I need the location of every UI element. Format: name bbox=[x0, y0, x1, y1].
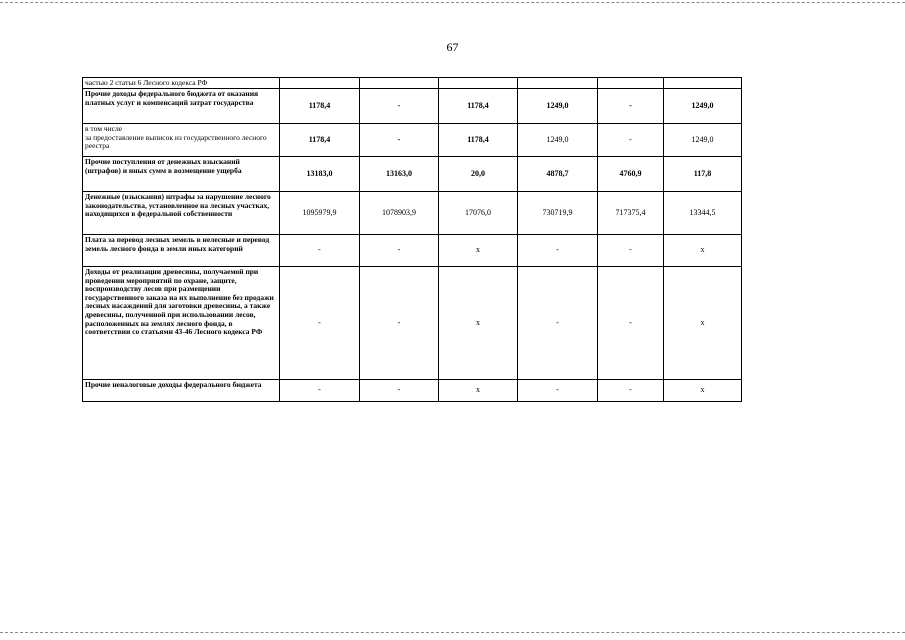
cell-value: - bbox=[360, 235, 439, 267]
cell-value: 717375,4 bbox=[598, 192, 664, 235]
row-label: Доходы от реализации древесины, получаемой при проведении мероприятий по охране, защите, воспроизводству лесов при размещении государственного заказа на их выполнение без продажи лесных насаждений для заготовки древесины, а также древесины, полученной при использовании лесов, расположенных на землях лесного фонда, в соответствии со статьями 43-46 Лесного кодекса РФ bbox=[83, 267, 280, 380]
row-label: в том числе за предоставление выписок из государственного лесного реестра bbox=[83, 124, 280, 157]
cell-value: 1249,0 bbox=[518, 89, 598, 124]
cell-value bbox=[518, 78, 598, 89]
cell-value bbox=[360, 78, 439, 89]
cell-value: 13344,5 bbox=[664, 192, 742, 235]
table-row bbox=[83, 78, 742, 89]
cell-value: 1078903,9 bbox=[360, 192, 439, 235]
page-number: 67 bbox=[446, 40, 459, 54]
cell-value: 1249,0 bbox=[664, 124, 742, 157]
cell-value: 1178,4 bbox=[280, 89, 360, 124]
table-row bbox=[83, 267, 742, 380]
cell-value: 17076,0 bbox=[439, 192, 518, 235]
table-row bbox=[83, 192, 742, 235]
table-row bbox=[83, 157, 742, 192]
cell-value: x bbox=[664, 267, 742, 380]
row-label: Прочие неналоговые доходы федерального бюджета bbox=[83, 380, 280, 402]
cell-value: - bbox=[598, 124, 664, 157]
row-label: частью 2 статьи 6 Лесного кодекса РФ bbox=[83, 78, 280, 89]
budget-table bbox=[82, 77, 742, 402]
cell-value bbox=[280, 78, 360, 89]
cell-value: - bbox=[598, 267, 664, 380]
cell-value: x bbox=[439, 267, 518, 380]
cell-value: - bbox=[360, 267, 439, 380]
cell-value: 4760,9 bbox=[598, 157, 664, 192]
cell-value: x bbox=[664, 380, 742, 402]
row-label: Прочие доходы федерального бюджета от оказания платных услуг и компенсаций затрат государства bbox=[83, 89, 280, 124]
cell-value: 1095979,9 bbox=[280, 192, 360, 235]
table-row bbox=[83, 380, 742, 402]
cell-value: - bbox=[598, 89, 664, 124]
scan-edge-top bbox=[0, 2, 905, 4]
cell-value: 4878,7 bbox=[518, 157, 598, 192]
cell-value: 1178,4 bbox=[439, 89, 518, 124]
row-label: Денежные (взыскания) штрафы за нарушение лесного законодательства, установленное на лесных участках, находящихся в федеральной собственности bbox=[83, 192, 280, 235]
cell-value: 13163,0 bbox=[360, 157, 439, 192]
cell-value: 117,8 bbox=[664, 157, 742, 192]
scan-edge-bottom bbox=[0, 632, 905, 634]
cell-value: - bbox=[598, 235, 664, 267]
cell-value: - bbox=[360, 380, 439, 402]
cell-value bbox=[439, 78, 518, 89]
cell-value: 20,0 bbox=[439, 157, 518, 192]
cell-value: 730719,9 bbox=[518, 192, 598, 235]
cell-value: - bbox=[280, 267, 360, 380]
cell-value bbox=[598, 78, 664, 89]
cell-value: - bbox=[360, 89, 439, 124]
table-row bbox=[83, 235, 742, 267]
cell-value: x bbox=[439, 380, 518, 402]
cell-value: x bbox=[439, 235, 518, 267]
cell-value: - bbox=[518, 380, 598, 402]
table-row bbox=[83, 124, 742, 157]
cell-value: - bbox=[280, 235, 360, 267]
row-label: Плата за перевод лесных земель в нелесные и перевод земель лесного фонда в земли иных категорий bbox=[83, 235, 280, 267]
cell-value: - bbox=[360, 124, 439, 157]
cell-value: 1249,0 bbox=[518, 124, 598, 157]
cell-value: - bbox=[598, 380, 664, 402]
cell-value: x bbox=[664, 235, 742, 267]
cell-value: 1249,0 bbox=[664, 89, 742, 124]
cell-value bbox=[664, 78, 742, 89]
cell-value: - bbox=[518, 267, 598, 380]
cell-value: 13183,0 bbox=[280, 157, 360, 192]
cell-value: 1178,4 bbox=[439, 124, 518, 157]
cell-value: - bbox=[280, 380, 360, 402]
cell-value: 1178,4 bbox=[280, 124, 360, 157]
row-label: Прочие поступления от денежных взысканий (штрафов) и иных сумм в возмещение ущерба bbox=[83, 157, 280, 192]
cell-value: - bbox=[518, 235, 598, 267]
table-row bbox=[83, 89, 742, 124]
